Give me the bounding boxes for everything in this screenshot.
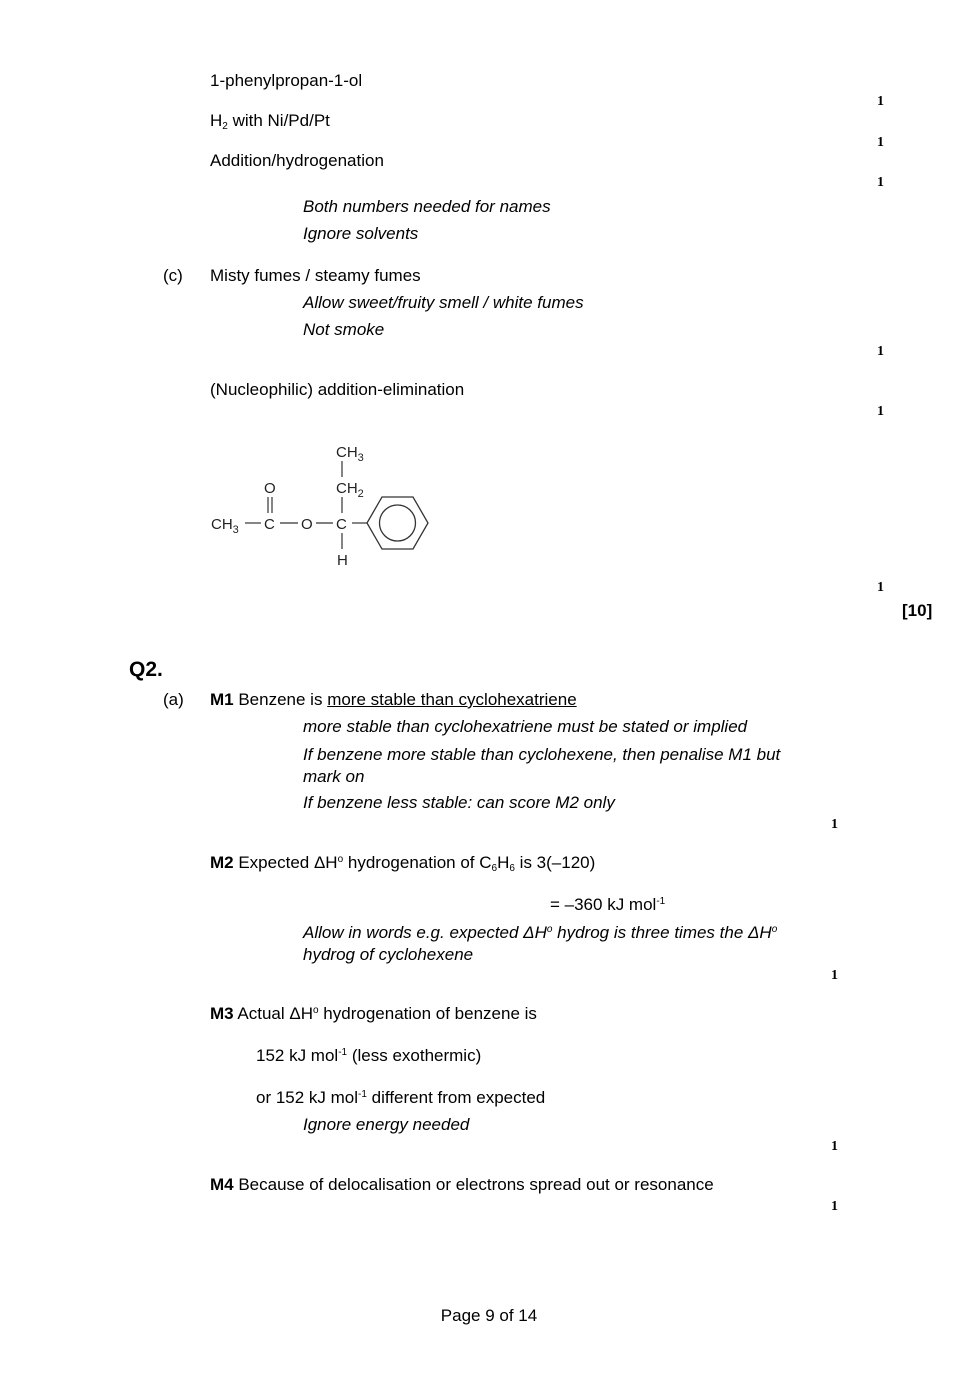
atom-label: $CH_2$: [336, 480, 364, 500]
mark: 1: [877, 135, 884, 150]
m2-statement: M2 Expected $\Delta H^o$ hydrogenation of $C_6H_6$ is 3(–120): [210, 853, 596, 874]
guidance-note: If benzene less stable: can score M2 only: [303, 793, 615, 812]
total-marks: [10]: [902, 601, 933, 620]
mark: 1: [831, 968, 838, 983]
guidance-note: Not smoke: [303, 320, 385, 339]
mark: 1: [877, 94, 884, 109]
answer-mechanism: (Nucleophilic) addition-elimination: [210, 380, 465, 399]
m1-statement: M1 Benzene is more stable than cyclohexatriene: [210, 690, 577, 709]
mark: 1: [831, 1199, 838, 1214]
answer-reagent: $H_2$ with Ni/Pd/Pt: [210, 111, 330, 132]
mark: 1: [877, 344, 884, 359]
atom-label: $CH_3$: [211, 516, 239, 536]
m4-statement: M4 Because of delocalisation or electrons spread out or resonance: [210, 1175, 714, 1194]
answer-observation: Misty fumes / steamy fumes: [210, 266, 421, 285]
m2-value: = –360 kJ mol$^{-1}$: [550, 895, 666, 914]
guidance-note: Ignore solvents: [303, 224, 419, 243]
answer-reaction-type: Addition/hydrogenation: [210, 151, 384, 170]
atom-label: C: [336, 516, 347, 533]
mark: 1: [877, 580, 884, 595]
part-label-a: (a): [163, 690, 184, 709]
atom-label: C: [264, 516, 275, 533]
guidance-note: Both numbers needed for names: [303, 197, 551, 216]
guidance-note: If benzene more stable than cyclohexene, then penalise M1 but mark on: [303, 745, 781, 786]
question-heading: Q2.: [129, 658, 163, 681]
mark: 1: [831, 1139, 838, 1154]
part-label-c: (c): [163, 266, 183, 285]
guidance-note: Allow sweet/fruity smell / white fumes: [303, 293, 584, 312]
m3-statement: M3 Actual $\Delta H^o$ hydrogenation of benzene is: [210, 1004, 537, 1023]
mark: 1: [877, 404, 884, 419]
guidance-note: Ignore energy needed: [303, 1115, 470, 1134]
atom-label: O: [301, 516, 313, 533]
guidance-note: Allow in words e.g. expected $\Delta H^o$ hydrog is three times the $\Delta H^o$ hydrog of cyclohexene: [303, 923, 778, 964]
mark: 1: [877, 175, 884, 190]
m3-value: 152 kJ mol$^{-1}$ (less exothermic): [256, 1046, 482, 1065]
answer-name: 1-phenylpropan-1-ol: [210, 71, 363, 90]
mark: 1: [831, 817, 838, 832]
atom-label: $CH_3$: [336, 444, 364, 464]
atom-label: H: [337, 552, 348, 569]
guidance-note: more stable than cyclohexatriene must be stated or implied: [303, 717, 748, 736]
m3-alternative: or 152 kJ mol$^{-1}$ different from expected: [256, 1088, 546, 1107]
page-number: Page 9 of 14: [440, 1306, 538, 1325]
ester-structure-diagram: [205, 435, 440, 575]
atom-label: O: [264, 480, 276, 497]
